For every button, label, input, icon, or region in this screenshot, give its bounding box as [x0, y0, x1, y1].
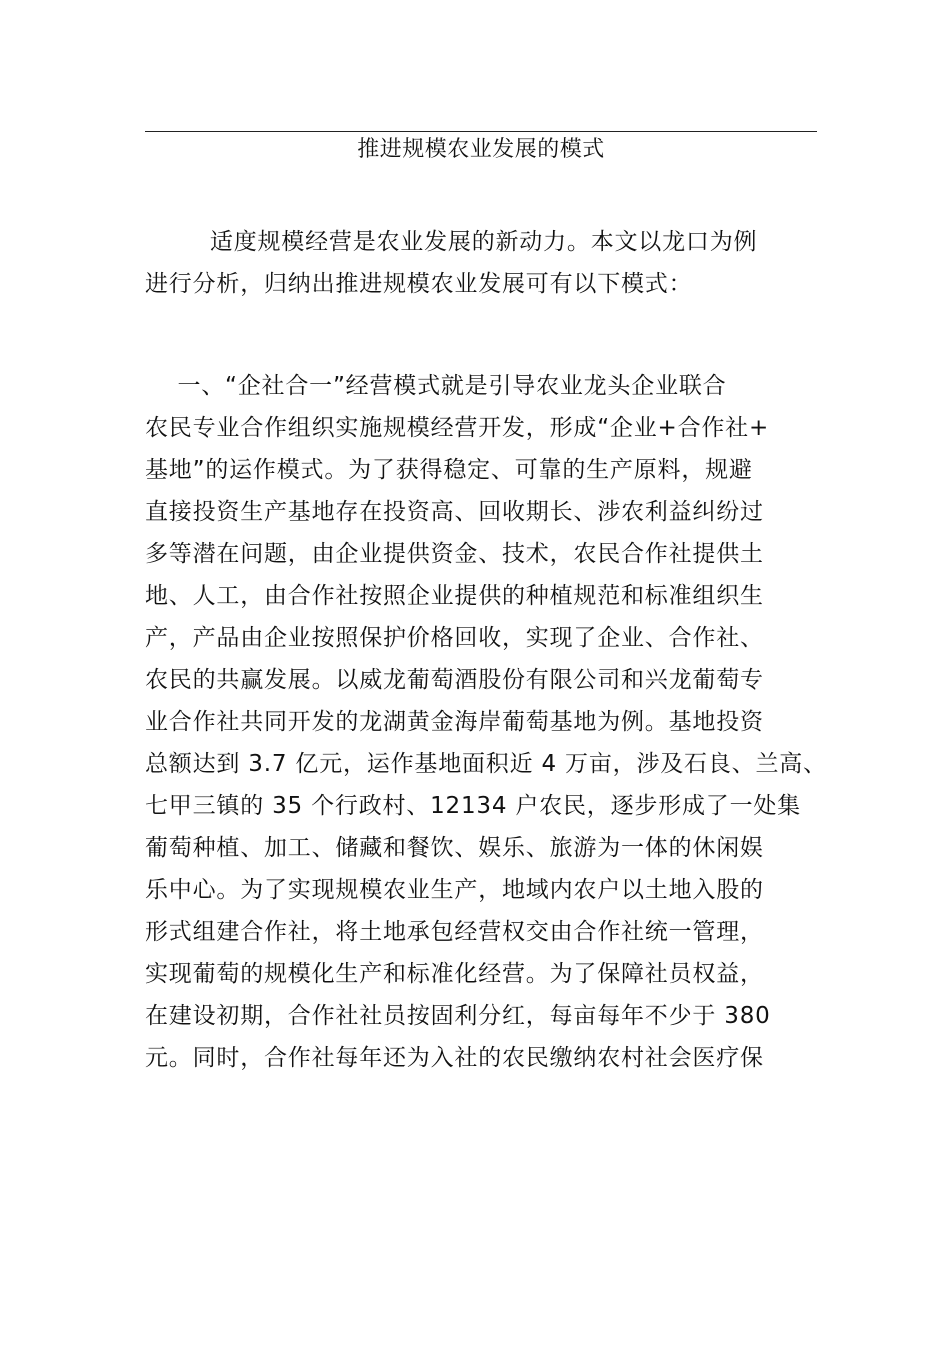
- header-rule: [145, 131, 817, 132]
- paragraph-line: 实现葡萄的规模化生产和标准化经营。为了保障社员权益，: [145, 961, 764, 987]
- paragraph-line: 乐中心。为了实现规模农业生产，地域内农户以土地入股的: [145, 877, 764, 903]
- paragraph-line: 形式组建合作社，将土地承包经营权交由合作社统一管理，: [145, 919, 764, 945]
- document-title: 推进规模农业发展的模式: [357, 137, 605, 162]
- paragraph-line: 适度规模经营是农业发展的新动力。本文以龙口为例: [145, 229, 758, 255]
- paragraph-line: 进行分析，归纳出推进规模农业发展可有以下模式：: [145, 271, 693, 297]
- paragraph-line: 七甲三镇的 35 个行政村、12134 户农民，逐步形成了一处集: [145, 793, 801, 819]
- paragraph-line: 元。同时，合作社每年还为入社的农民缴纳农村社会医疗保: [145, 1045, 764, 1071]
- paragraph-line: 多等潜在问题，由企业提供资金、技术，农民合作社提供土: [145, 541, 764, 567]
- paragraph-line: 农民的共赢发展。以威龙葡萄酒股份有限公司和兴龙葡萄专: [145, 667, 764, 693]
- paragraph-line: 农民专业合作组织实施规模经营开发，形成“企业+合作社+: [145, 415, 770, 441]
- paragraph-line: 总额达到 3.7 亿元，运作基地面积近 4 万亩，涉及石良、兰高、: [145, 751, 827, 777]
- section-one-paragraph: [145, 365, 835, 1079]
- paragraph-line: 基地”的运作模式。为了获得稳定、可靠的生产原料，规避: [145, 457, 753, 483]
- paragraph-line: 地、人工，由合作社按照企业提供的种植规范和标准组织生: [145, 583, 764, 609]
- paragraph-line: 在建设初期，合作社社员按固利分红，每亩每年不少于 380: [145, 1003, 771, 1029]
- intro-paragraph: [145, 221, 835, 305]
- paragraph-line: 直接投资生产基地存在投资高、回收期长、涉农利益纠纷过: [145, 499, 764, 525]
- paragraph-line: 业合作社共同开发的龙湖黄金海岸葡萄基地为例。基地投资: [145, 709, 764, 735]
- paragraph-line: 产，产品由企业按照保护价格回收，实现了企业、合作社、: [145, 625, 764, 651]
- paragraph-line: 一、“企社合一”经营模式就是引导农业龙头企业联合: [145, 373, 727, 399]
- paragraph-line: 葡萄种植、加工、储藏和餐饮、娱乐、旅游为一体的休闲娱: [145, 835, 764, 861]
